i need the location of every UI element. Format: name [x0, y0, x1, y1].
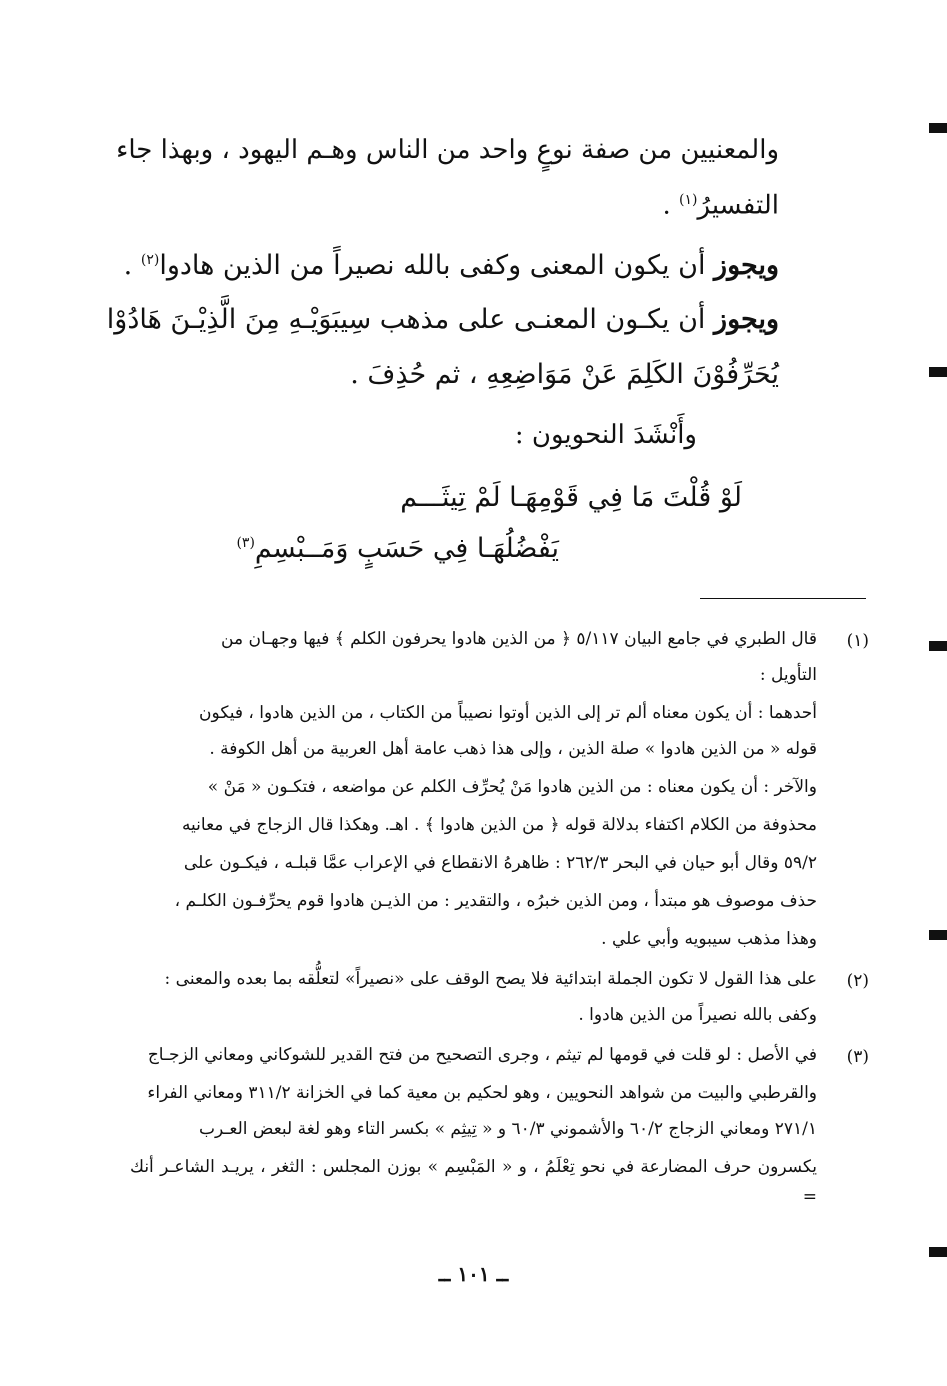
footnote-2-number: (٢) — [846, 971, 869, 991]
footnote-ref-1: (١) — [679, 192, 698, 208]
footnote-ref-2: (٢) — [140, 252, 160, 268]
body-paragraph-2 — [124, 240, 779, 286]
footnote-1-line-8: حذف موصوف هو مبتدأ ، ومن الذين خبرُه ، والتقدير : من الذيـن هادوا قوم يحرِّفـون الكلـم ، — [174, 891, 817, 911]
footnote-1-line-6: محذوفة من الكلام اكتفاء بدلالة قوله ﴿ من الذين هادوا ﴾ . اهـ. وهكذا قال الزجاج في معانيه — [181, 815, 817, 835]
footnote-ref-3: (٣) — [236, 535, 255, 551]
footnote-1-line-9: وهذا مذهب سيبويه وأبي علي . — [601, 929, 817, 949]
body-paragraph-3 — [106, 300, 779, 340]
footnote-1-number: (١) — [846, 631, 869, 651]
body-line-1: والمعنيين من صفة نوعٍ واحد من الناس وهـم اليهود ، وبهذا جاء — [116, 135, 779, 165]
scan-edge-mark — [929, 1247, 947, 1257]
footnote-2-line-2: وكفى بالله نصيراً من الذين هادوا . — [578, 1005, 817, 1025]
body-line-2-text: التفسيرُ — [697, 190, 779, 221]
footnote-3-line-2: والقرطبي والبيت من شواهد النحويين ، وهو لحكيم بن معية كما في الخزانة ٣١١/٢ ومعاني الفراء — [147, 1083, 817, 1103]
footnote-1-line-3: أحدهما : أن يكون معناه ألم تر إلى الذين أوتوا نصيباً من الكتاب ، من الذين هادوا ، فيكون — [199, 703, 817, 723]
body-paragraph-3-line-2: يُحَرِّفُوْنَ الكَلِمَ عَنْ مَوَاضِعِهِ ، ثم حُذِفَ . — [350, 359, 779, 390]
footnote-1-line-7: ٥٩/٢ وقال أبو حيان في البحر ٢٦٢/٣ : ظاهرهُ الانقطاع في الإعراب عمَّا قبلـه ، فيكـون على — [183, 853, 817, 873]
paragraph-3-text: أن يكـون المعنـى على مذهب سِيبَوَيْـهِ مِنَ الَّذِيْـنَ هَادُوْا — [106, 304, 715, 335]
footnote-3-line-1: في الأصل : لو قلت في قومها لم تيثم ، وجرى التصحيح من فتح القدير للشوكاني ومعاني الزجـاج — [147, 1045, 817, 1065]
paragraph-2-text: أن يكون المعنى وكفى بالله نصيراً من الذين هادوا — [159, 250, 715, 281]
paragraph-2-end: . — [123, 250, 141, 281]
scan-edge-mark — [929, 367, 947, 377]
footnote-1-line-5: والآخر : أن يكون معناه : من الذين هادوا مَنْ يُحرِّف الكلم عن مواضعه ، فتكـون « مَنْ » — [207, 777, 817, 797]
footnote-separator — [700, 598, 866, 599]
body-paragraph-4: وأَنْشَدَ النحويون : — [514, 420, 697, 450]
scan-edge-mark — [929, 123, 947, 133]
verse-hemistich-2-text: يَفْضُلُهَـا فِي حَسَبٍ وَمَــبْسِمِ — [254, 533, 559, 564]
footnote-3-line-3: ٢٧١/١ ومعاني الزجاج ٦٠/٢ والأشموني ٦٠/٣ و « تِيثِم » بكسر التاء وهو لغة لبعض العـرب — [199, 1119, 817, 1139]
footnote-1-line-1: قال الطبري في جامع البيان ٥/١١٧ ﴿ من الذين هادوا يحرفون الكلم ﴾ فيها وجهـان من — [221, 629, 817, 649]
footnote-3-line-4: يكسرون حرف المضارعة في نحو تِعْلَمُ ، و « المَبْسِم » بوزن المجلس : الثغر ، يريـد الشاعـر أنك = — [130, 1157, 817, 1207]
footnote-2-line-1: على هذا القول لا تكون الجملة ابتدائية فلا يصح الوقف على «نصيراً» لتعلُّقه بما بعده والمعنى : — [164, 969, 817, 989]
paragraph-2-lead: ويجوز — [714, 250, 779, 281]
body-line-2 — [662, 180, 779, 226]
body-line-2-end: . — [662, 190, 679, 221]
footnote-1-line-4: قوله « من الذين هادوا » صلة الذين ، وإلى هذا ذهب عامة أهل العربية من أهل الكوفة . — [209, 739, 817, 759]
footnote-1-line-2: التأويل : — [759, 665, 817, 685]
verse-hemistich-2 — [236, 523, 559, 569]
paragraph-3-lead: ويجوز — [714, 304, 779, 335]
scan-edge-mark — [929, 641, 947, 651]
scan-edge-mark — [929, 930, 947, 940]
page-number: ــ ١٠١ ــ — [438, 1262, 509, 1286]
verse-hemistich-1: لَوْ قُلْتَ مَا فِي قَوْمِهَـا لَمْ تِيثَـــم — [400, 482, 742, 513]
footnote-3-number: (٣) — [846, 1047, 869, 1067]
